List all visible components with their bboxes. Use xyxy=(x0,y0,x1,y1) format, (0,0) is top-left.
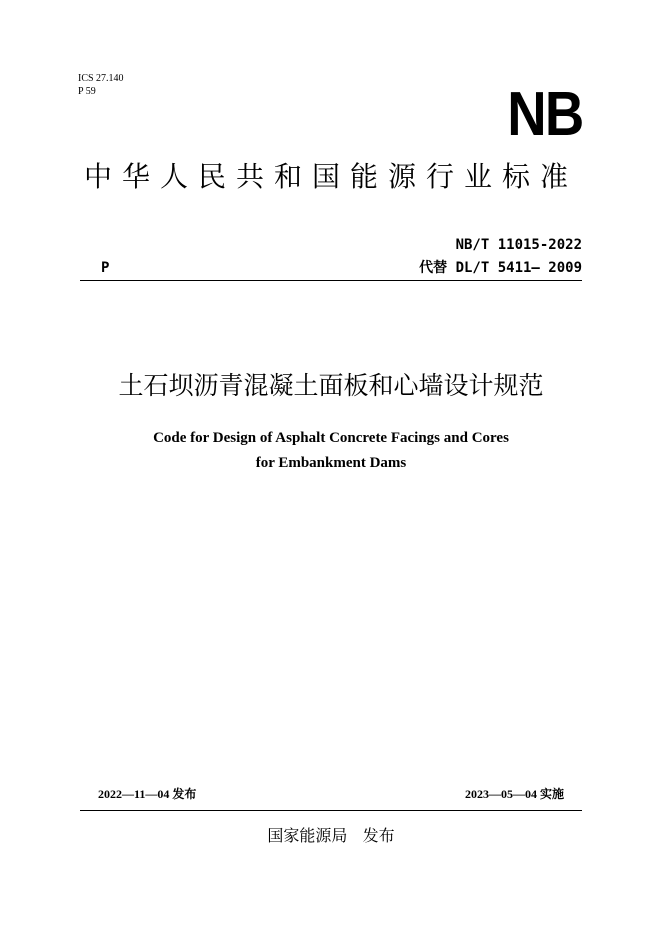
standard-number: NB/T 11015-2022 xyxy=(455,237,582,253)
category-letter: P xyxy=(101,260,110,276)
top-divider xyxy=(80,280,582,281)
standard-category-name: 中华人民共和国能源行业标准 xyxy=(83,160,578,193)
implementation-date: 2023—05—04 实施 xyxy=(464,787,564,801)
english-title-line-2: for Embankment Dams xyxy=(255,455,407,471)
ics-code: ICS 27.140 xyxy=(78,73,124,84)
document-title-english xyxy=(60,426,602,476)
classification-codes xyxy=(78,72,124,98)
bottom-divider xyxy=(80,810,582,811)
ccs-code: P 59 xyxy=(78,86,96,97)
replaces-standard: 代替 DL/T 5411— 2009 xyxy=(419,260,582,276)
nb-logo: NB xyxy=(507,80,583,149)
issue-date: 2022—11—04 发布 xyxy=(98,787,197,801)
document-title-chinese: 土石坝沥青混凝土面板和心墙设计规范 xyxy=(118,371,544,400)
english-title-line-1: Code for Design of Asphalt Concrete Facings and Cores xyxy=(153,430,509,446)
publisher: 国家能源局 发布 xyxy=(267,826,395,845)
